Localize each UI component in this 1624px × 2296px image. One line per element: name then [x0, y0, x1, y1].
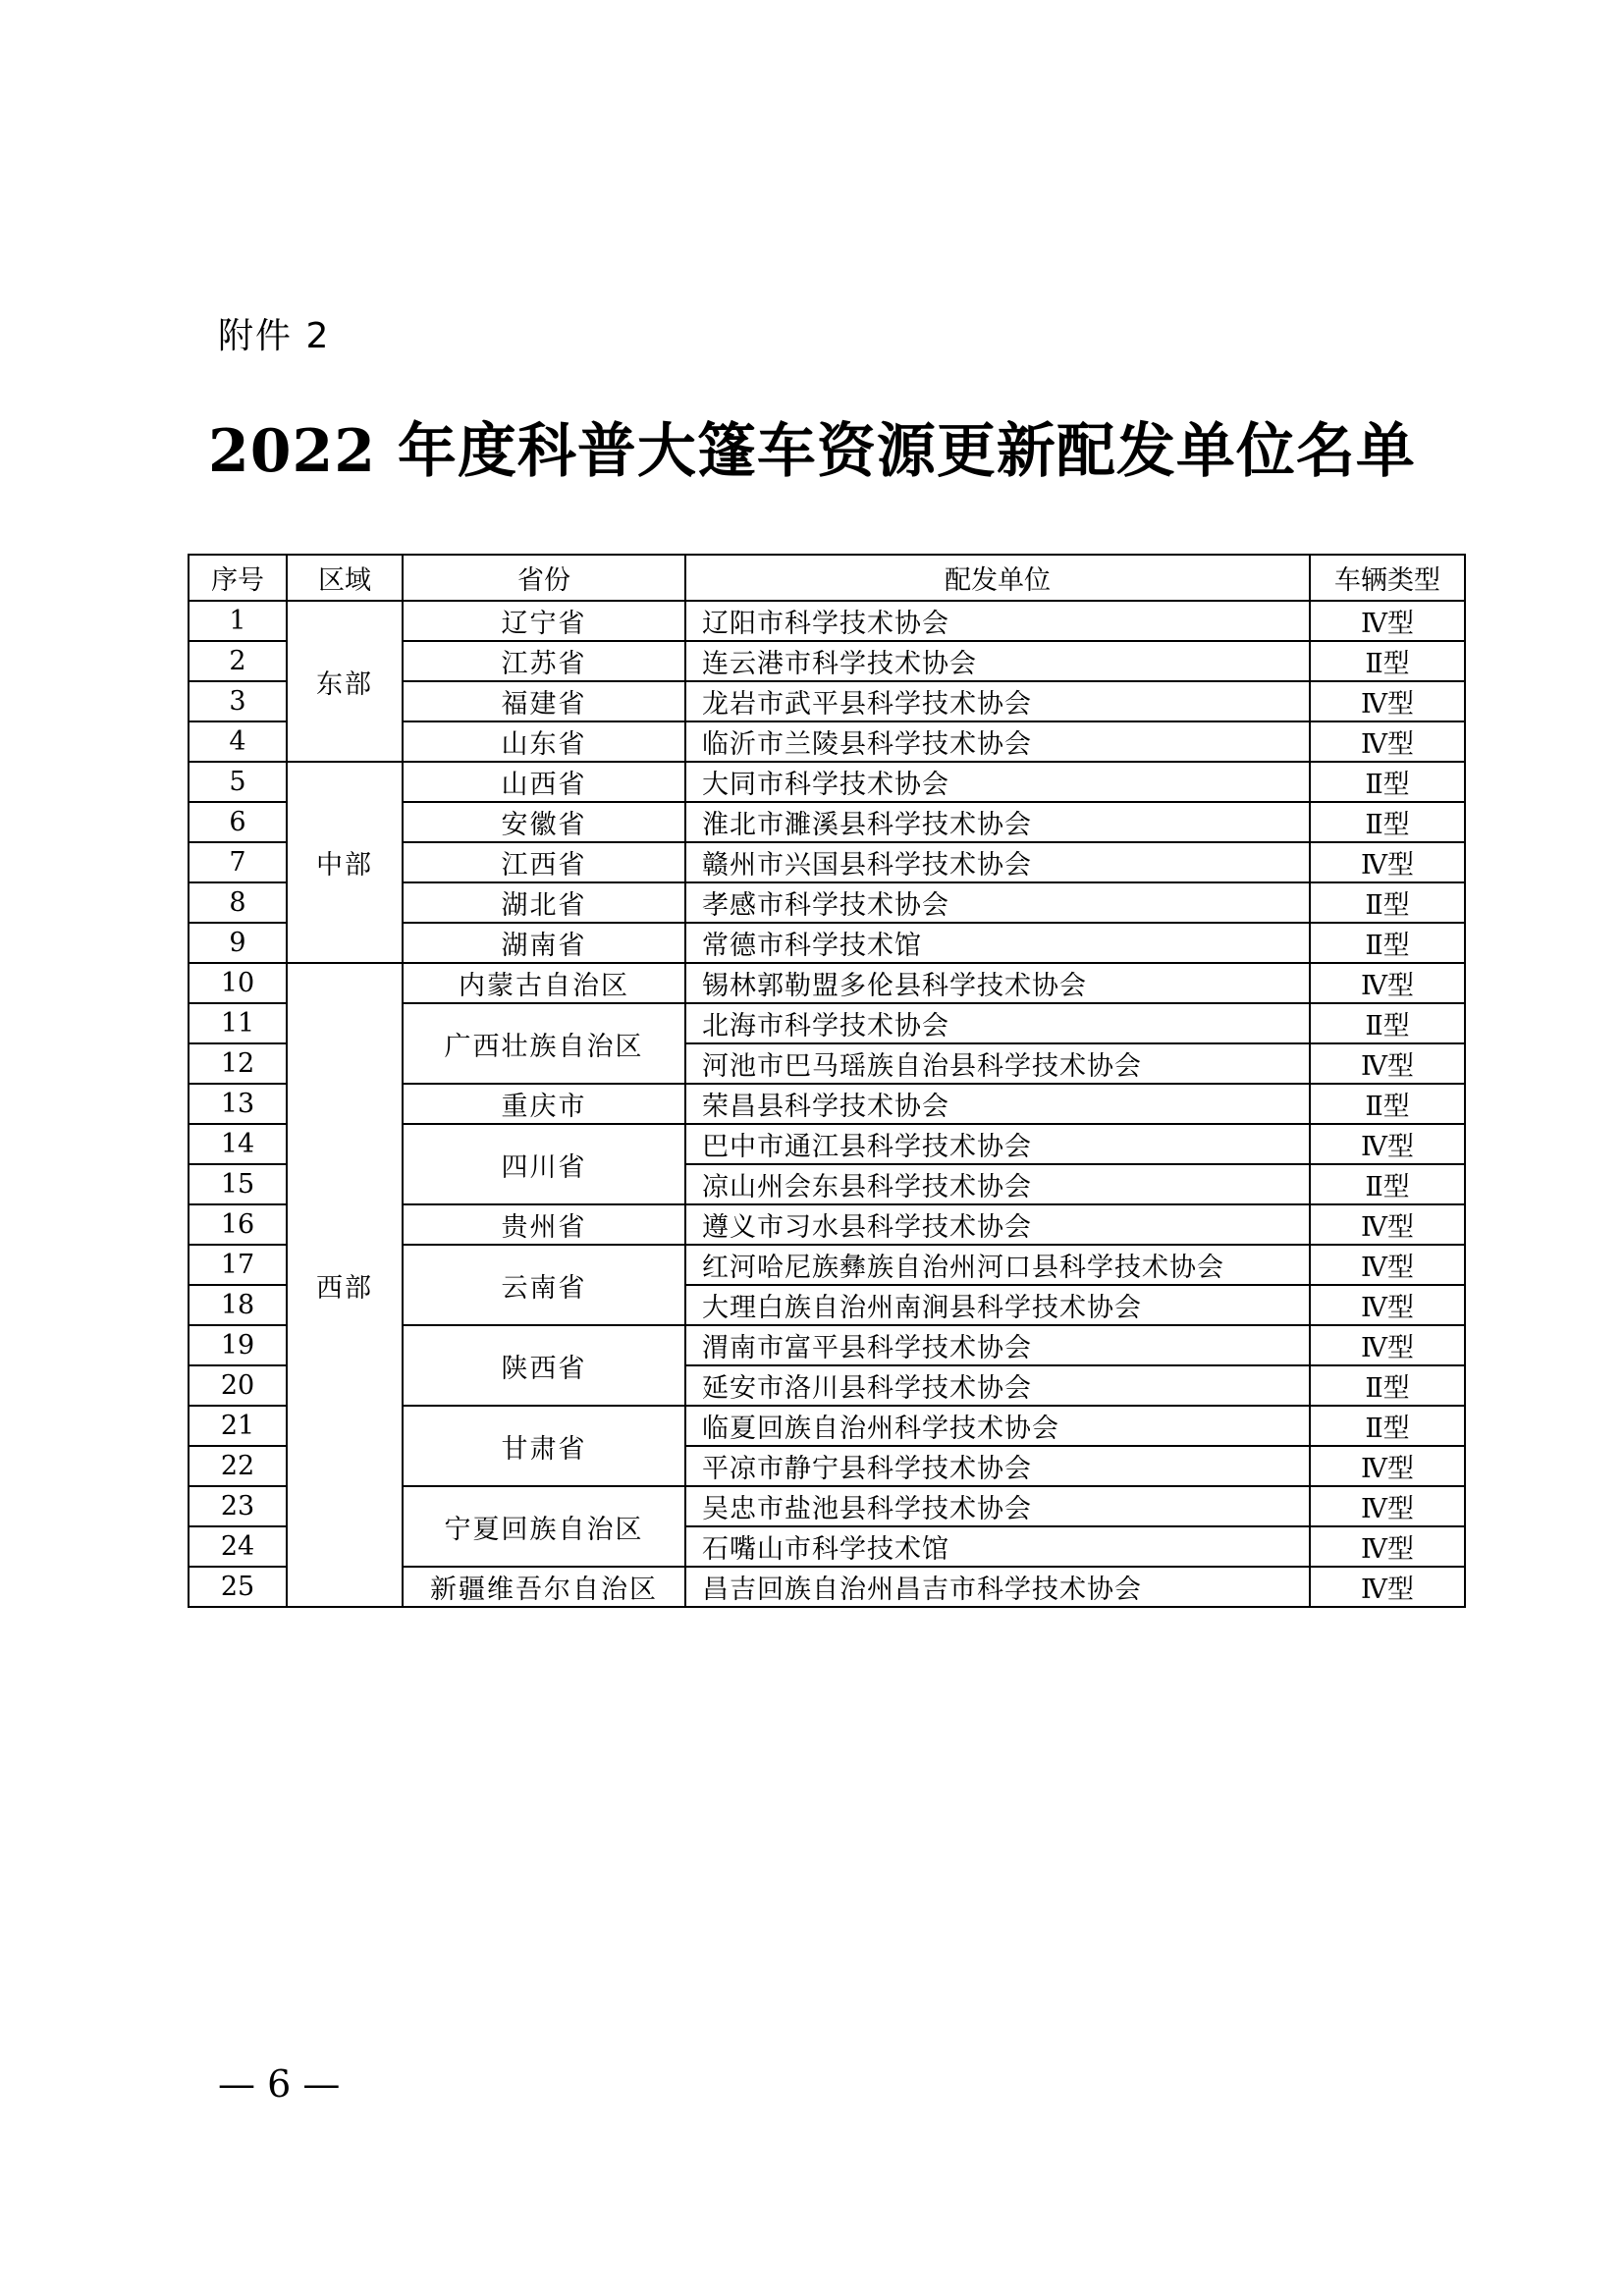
vehicle-type-cell: Ⅳ型 [1310, 1486, 1465, 1526]
page-number: — 6 — [218, 2062, 341, 2106]
province-cell: 安徽省 [403, 802, 685, 842]
province-cell: 福建省 [403, 681, 685, 721]
row-number: 14 [189, 1124, 287, 1164]
vehicle-type-cell: Ⅳ型 [1310, 1285, 1465, 1325]
row-number: 22 [189, 1446, 287, 1486]
unit-cell: 辽阳市科学技术协会 [685, 601, 1310, 641]
province-cell: 辽宁省 [403, 601, 685, 641]
header-vehicle-type: 车辆类型 [1310, 555, 1465, 601]
vehicle-type-cell: Ⅳ型 [1310, 842, 1465, 882]
header-province: 省份 [403, 555, 685, 601]
province-cell: 陕西省 [403, 1325, 685, 1406]
province-cell: 新疆维吾尔自治区 [403, 1567, 685, 1607]
vehicle-type-cell: Ⅳ型 [1310, 1245, 1465, 1285]
row-number: 17 [189, 1245, 287, 1285]
unit-cell: 大理白族自治州南涧县科学技术协会 [685, 1285, 1310, 1325]
unit-cell: 昌吉回族自治州昌吉市科学技术协会 [685, 1567, 1310, 1607]
unit-cell: 常德市科学技术馆 [685, 923, 1310, 963]
table-body [189, 601, 1465, 1607]
vehicle-type-cell: Ⅱ型 [1310, 1406, 1465, 1446]
unit-cell: 淮北市濉溪县科学技术协会 [685, 802, 1310, 842]
attachment-label: 附件 2 [218, 316, 331, 356]
province-cell: 云南省 [403, 1245, 685, 1325]
vehicle-type-cell: Ⅱ型 [1310, 1365, 1465, 1406]
row-number: 1 [189, 601, 287, 641]
vehicle-type-cell: Ⅳ型 [1310, 681, 1465, 721]
vehicle-type-cell: Ⅳ型 [1310, 963, 1465, 1003]
vehicle-type-cell: Ⅳ型 [1310, 1446, 1465, 1486]
vehicle-type-cell: Ⅱ型 [1310, 641, 1465, 681]
table-row [189, 601, 1465, 641]
row-number: 12 [189, 1043, 287, 1084]
unit-cell: 锡林郭勒盟多伦县科学技术协会 [685, 963, 1310, 1003]
vehicle-type-cell: Ⅳ型 [1310, 1124, 1465, 1164]
province-cell: 山东省 [403, 721, 685, 762]
vehicle-type-cell: Ⅳ型 [1310, 1043, 1465, 1084]
vehicle-type-cell: Ⅱ型 [1310, 923, 1465, 963]
table-row [189, 963, 1465, 1003]
row-number: 25 [189, 1567, 287, 1607]
vehicle-type-cell: Ⅱ型 [1310, 802, 1465, 842]
province-cell: 四川省 [403, 1124, 685, 1204]
row-number: 4 [189, 721, 287, 762]
province-cell: 甘肃省 [403, 1406, 685, 1486]
row-number: 23 [189, 1486, 287, 1526]
row-number: 6 [189, 802, 287, 842]
row-number: 3 [189, 681, 287, 721]
row-number: 20 [189, 1365, 287, 1406]
row-number: 5 [189, 762, 287, 802]
row-number: 24 [189, 1526, 287, 1567]
unit-cell: 巴中市通江县科学技术协会 [685, 1124, 1310, 1164]
unit-cell: 石嘴山市科学技术馆 [685, 1526, 1310, 1567]
unit-cell: 渭南市富平县科学技术协会 [685, 1325, 1310, 1365]
region-cell: 中部 [287, 762, 403, 963]
row-number: 16 [189, 1204, 287, 1245]
row-number: 21 [189, 1406, 287, 1446]
unit-cell: 临夏回族自治州科学技术协会 [685, 1406, 1310, 1446]
vehicle-type-cell: Ⅱ型 [1310, 1164, 1465, 1204]
distribution-table [188, 554, 1466, 1608]
province-cell: 内蒙古自治区 [403, 963, 685, 1003]
vehicle-type-cell: Ⅳ型 [1310, 601, 1465, 641]
unit-cell: 荣昌县科学技术协会 [685, 1084, 1310, 1124]
row-number: 7 [189, 842, 287, 882]
vehicle-type-cell: Ⅱ型 [1310, 1084, 1465, 1124]
unit-cell: 河池市巴马瑶族自治县科学技术协会 [685, 1043, 1310, 1084]
vehicle-type-cell: Ⅳ型 [1310, 1526, 1465, 1567]
header-unit: 配发单位 [685, 555, 1310, 601]
row-number: 18 [189, 1285, 287, 1325]
unit-cell: 赣州市兴国县科学技术协会 [685, 842, 1310, 882]
vehicle-type-cell: Ⅳ型 [1310, 721, 1465, 762]
row-number: 10 [189, 963, 287, 1003]
page-title: 2022 年度科普大篷车资源更新配发单位名单 [208, 417, 1416, 486]
province-cell: 山西省 [403, 762, 685, 802]
unit-cell: 孝感市科学技术协会 [685, 882, 1310, 923]
row-number: 11 [189, 1003, 287, 1043]
row-number: 15 [189, 1164, 287, 1204]
province-cell: 湖北省 [403, 882, 685, 923]
unit-cell: 临沂市兰陵县科学技术协会 [685, 721, 1310, 762]
unit-cell: 红河哈尼族彝族自治州河口县科学技术协会 [685, 1245, 1310, 1285]
vehicle-type-cell: Ⅳ型 [1310, 1204, 1465, 1245]
unit-cell: 平凉市静宁县科学技术协会 [685, 1446, 1310, 1486]
header-region: 区域 [287, 555, 403, 601]
unit-cell: 大同市科学技术协会 [685, 762, 1310, 802]
province-cell: 江西省 [403, 842, 685, 882]
row-number: 9 [189, 923, 287, 963]
row-number: 13 [189, 1084, 287, 1124]
unit-cell: 延安市洛川县科学技术协会 [685, 1365, 1310, 1406]
table-row [189, 762, 1465, 802]
unit-cell: 连云港市科学技术协会 [685, 641, 1310, 681]
unit-cell: 凉山州会东县科学技术协会 [685, 1164, 1310, 1204]
vehicle-type-cell: Ⅱ型 [1310, 1003, 1465, 1043]
region-cell: 西部 [287, 963, 403, 1607]
row-number: 8 [189, 882, 287, 923]
unit-cell: 北海市科学技术协会 [685, 1003, 1310, 1043]
province-cell: 重庆市 [403, 1084, 685, 1124]
province-cell: 广西壮族自治区 [403, 1003, 685, 1084]
province-cell: 宁夏回族自治区 [403, 1486, 685, 1567]
table-header-row [189, 555, 1465, 601]
vehicle-type-cell: Ⅱ型 [1310, 762, 1465, 802]
unit-cell: 龙岩市武平县科学技术协会 [685, 681, 1310, 721]
unit-cell: 吴忠市盐池县科学技术协会 [685, 1486, 1310, 1526]
vehicle-type-cell: Ⅱ型 [1310, 882, 1465, 923]
header-number: 序号 [189, 555, 287, 601]
province-cell: 贵州省 [403, 1204, 685, 1245]
vehicle-type-cell: Ⅳ型 [1310, 1567, 1465, 1607]
vehicle-type-cell: Ⅳ型 [1310, 1325, 1465, 1365]
row-number: 19 [189, 1325, 287, 1365]
province-cell: 江苏省 [403, 641, 685, 681]
row-number: 2 [189, 641, 287, 681]
unit-cell: 遵义市习水县科学技术协会 [685, 1204, 1310, 1245]
region-cell: 东部 [287, 601, 403, 762]
province-cell: 湖南省 [403, 923, 685, 963]
